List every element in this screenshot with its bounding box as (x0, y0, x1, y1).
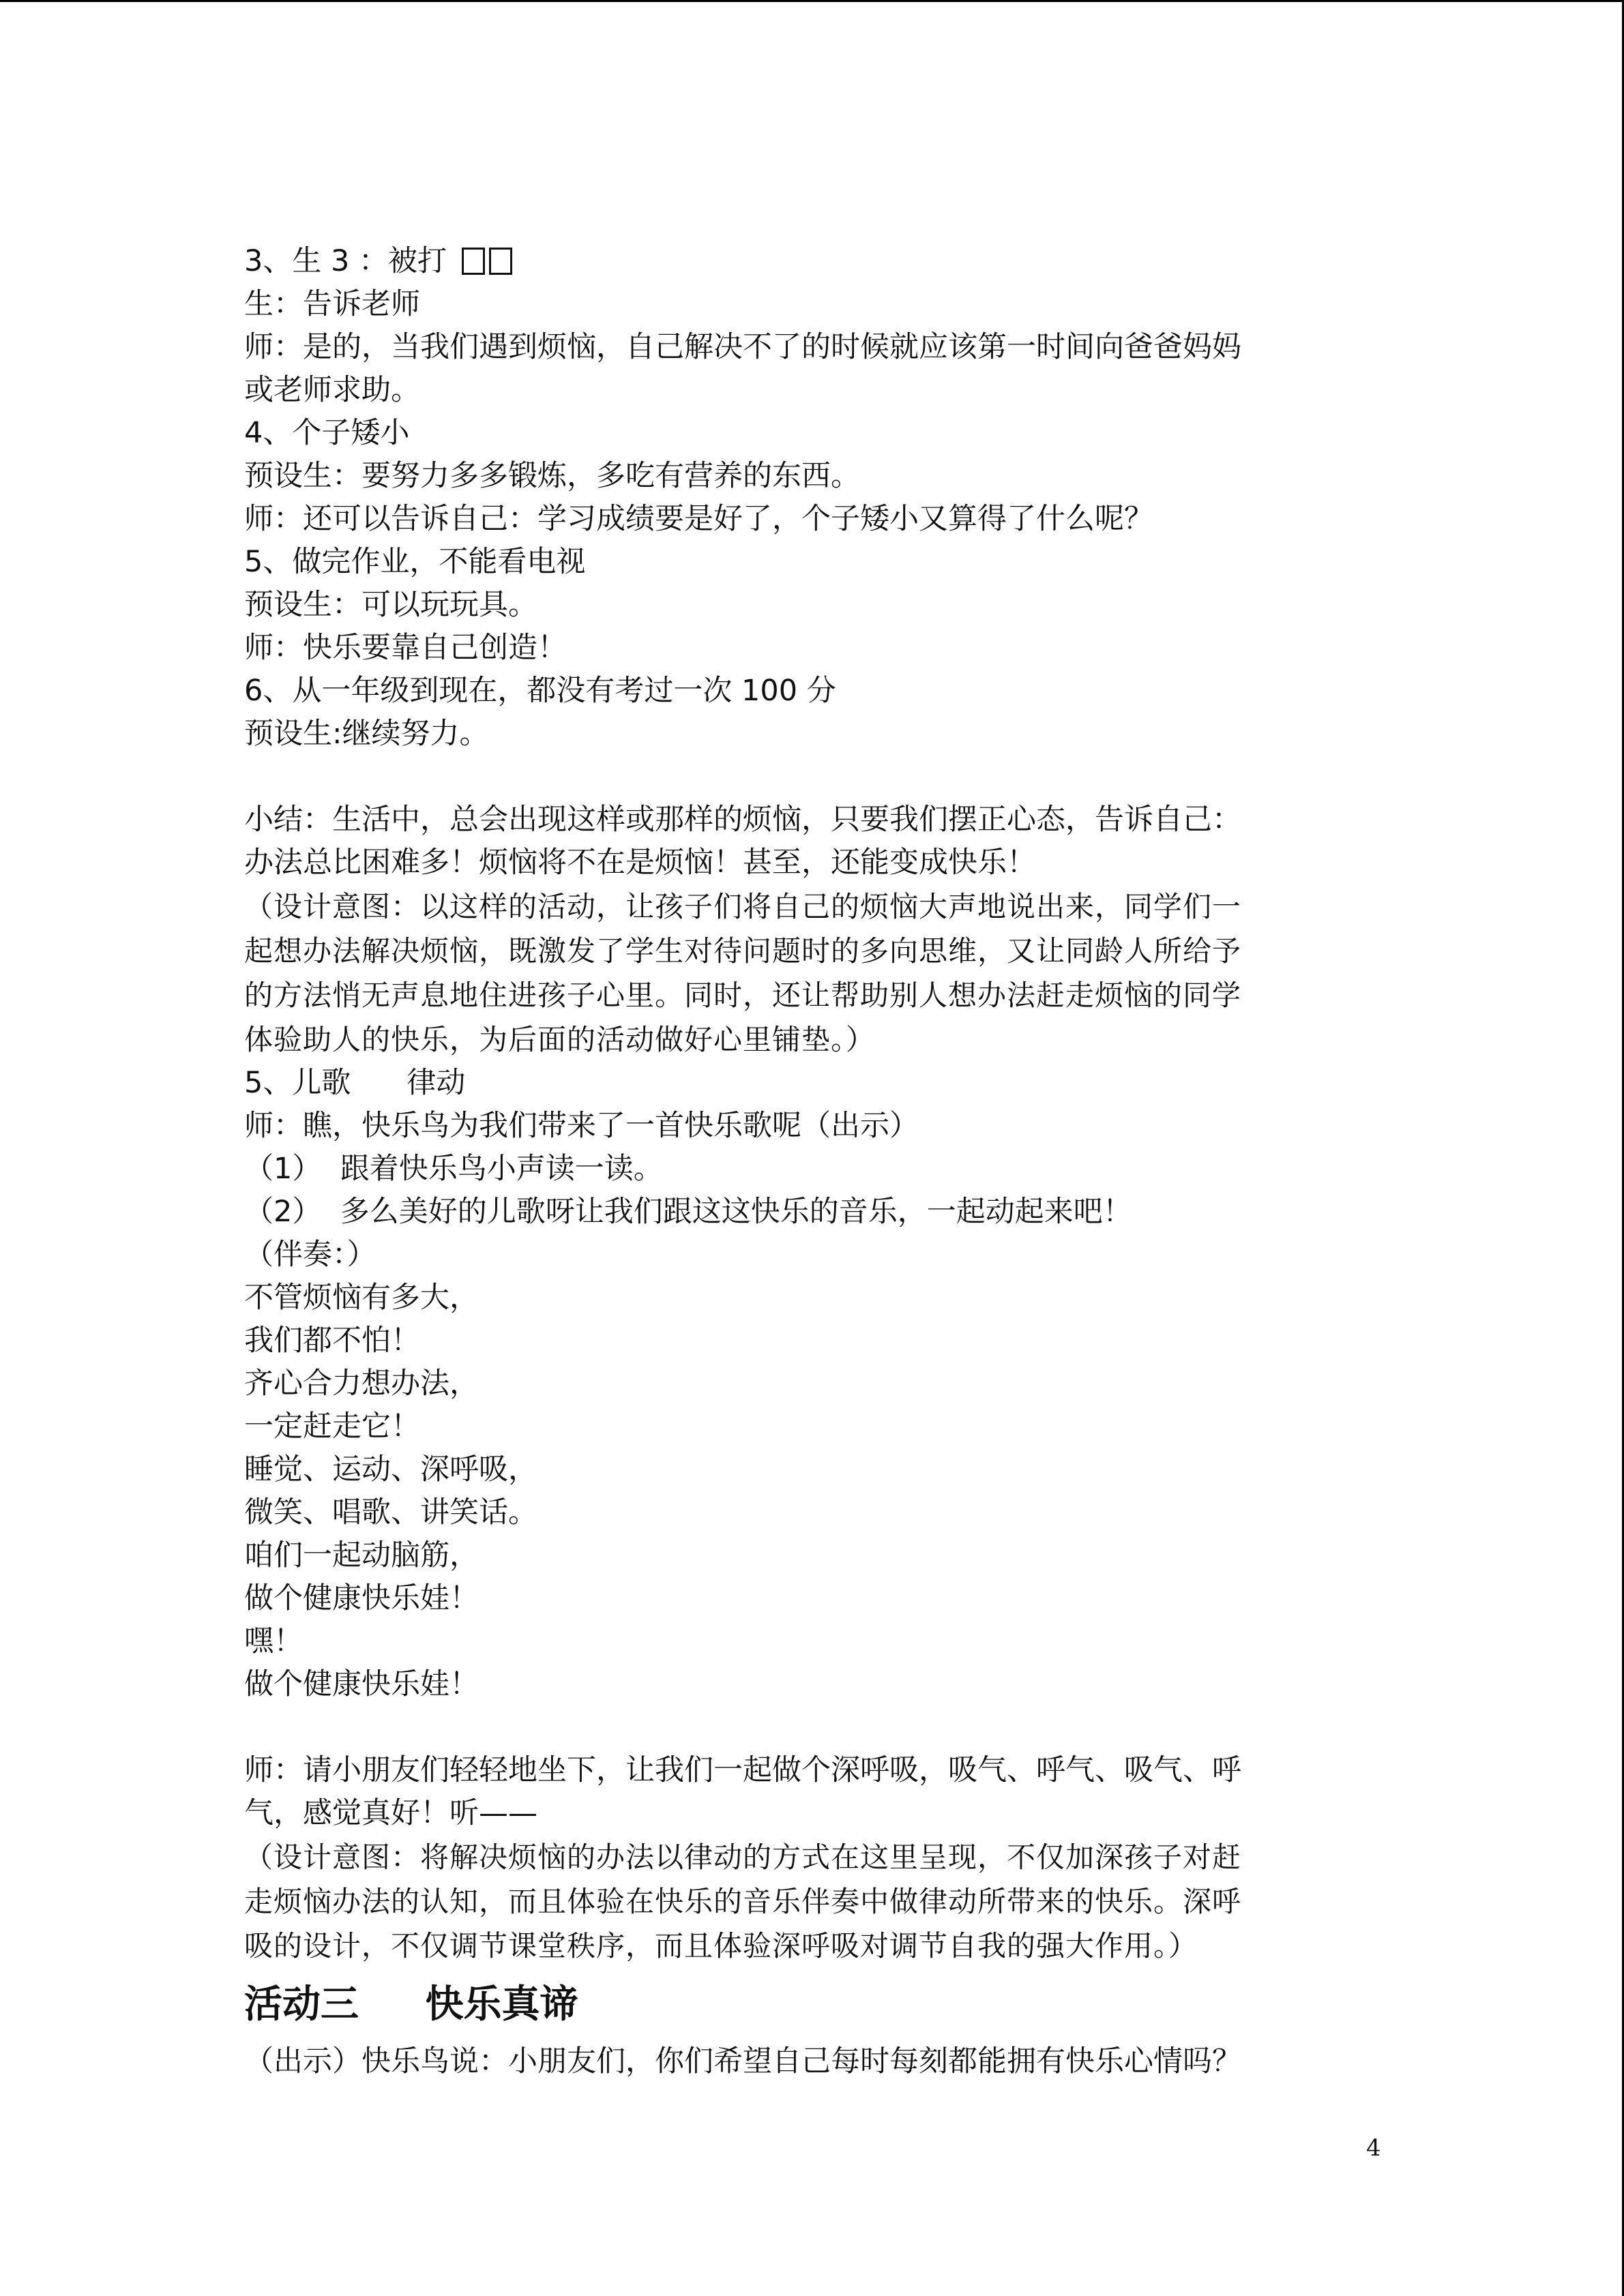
text-line: （1） 跟着快乐鸟小声读一读。 (244, 1152, 663, 1186)
text-line: （2） 多么美好的儿歌呀让我们跟这这快乐的音乐，一起动起来吧！ (244, 1195, 1132, 1229)
design-intent-line: 体验助人的快乐，为后面的活动做好心里铺垫。） (244, 1023, 876, 1056)
text-line: 师：还可以告诉自己：学习成绩要是好了，个子矮小又算得了什么呢？ (244, 502, 1153, 536)
text-line: 睡觉、运动、深呼吸， (244, 1452, 537, 1487)
text-line: 预设生:继续努力。 (244, 717, 489, 751)
text-line: 或老师求助。 (244, 373, 420, 407)
page-number: 4 (1366, 2134, 1381, 2162)
text-line: 做个健康快乐娃！ (244, 1581, 479, 1615)
text-line: 5、儿歌 律动 (244, 1066, 466, 1100)
text-line: 咱们一起动脑筋， (244, 1538, 479, 1572)
design-intent-line: （设计意图：以这样的活动，让孩子们将自己的烦恼大声地说出来，同学们一 (244, 890, 1242, 923)
text-line: 预设生：要努力多多锻炼，多吃有营养的东西。 (244, 459, 860, 493)
text-line: 办法总比困难多！烦恼将不在是烦恼！甚至，还能变成快乐！ (244, 846, 1036, 880)
text-line: 一定赶走它！ (244, 1410, 420, 1444)
design-intent-line: 走烦恼办法的认知，而且体验在快乐的音乐伴奏中做律动所带来的快乐。深呼 (244, 1885, 1242, 1918)
text-line: （出示）快乐鸟说：小朋友们，你们希望自己每时每刻都能拥有快乐心情吗？ (244, 2044, 1241, 2078)
section-heading: 活动三 快乐真谛 (244, 1982, 578, 2027)
missing-glyph-box-icon (462, 248, 485, 275)
text-line: 生：告诉老师 (244, 287, 420, 321)
text-line: 我们都不怕！ (244, 1324, 420, 1358)
text-line: 6、从一年级到现在，都没有考过一次 100 分 (244, 674, 836, 708)
document-body (244, 240, 1376, 2083)
text-line: 师：是的，当我们遇到烦恼，自己解决不了的时候就应该第一时间向爸爸妈妈 (244, 330, 1241, 364)
text-line: 预设生：可以玩玩具。 (244, 588, 537, 622)
text-line: 师：请小朋友们轻轻地坐下，让我们一起做个深呼吸，吸气、呼气、吸气、呼 (244, 1753, 1241, 1787)
design-intent-line: （设计意图：将解决烦恼的办法以律动的方式在这里呈现，不仅加深孩子对赶 (244, 1840, 1242, 1874)
design-intent-line: 起想办法解决烦恼，既激发了学生对待问题时的多向思维，又让同龄人所给予 (244, 934, 1242, 968)
text-line: 4、个子矮小 (244, 416, 410, 450)
text-line (244, 240, 1376, 283)
text-line: 微笑、唱歌、讲笑话。 (244, 1495, 537, 1530)
text-line: （伴奏：） (244, 1238, 377, 1272)
design-intent-line: 的方法悄无声息地住进孩子心里。同时，还让帮助别人想办法赶走烦恼的同学 (244, 979, 1242, 1012)
text-line: 做个健康快乐娃！ (244, 1667, 479, 1701)
text-line: 齐心合力想办法， (244, 1367, 479, 1401)
text-line: 嘿！ (244, 1624, 303, 1658)
text-line-label: 3、生 3 ：被打 (244, 244, 447, 278)
blank-line (244, 1706, 1376, 1749)
page-top-border (0, 0, 1624, 2)
text-line: 5、做完作业，不能看电视 (244, 545, 586, 579)
text-line: 不管烦恼有多大， (244, 1281, 479, 1315)
text-line: 小结：生活中，总会出现这样或那样的烦恼，只要我们摆正心态，告诉自己： (244, 803, 1241, 837)
text-line: 师：瞧，快乐鸟为我们带来了一首快乐歌呢（出示） (244, 1109, 919, 1143)
missing-glyph-box-icon (489, 248, 512, 275)
blank-line (244, 756, 1376, 799)
text-line: 气，感觉真好！听—— (244, 1796, 537, 1830)
design-intent-line: 吸的设计，不仅调节课堂秩序，而且体验深呼吸对调节自我的强大作用。） (244, 1929, 1198, 1963)
text-line: 师：快乐要靠自己创造！ (244, 631, 567, 665)
